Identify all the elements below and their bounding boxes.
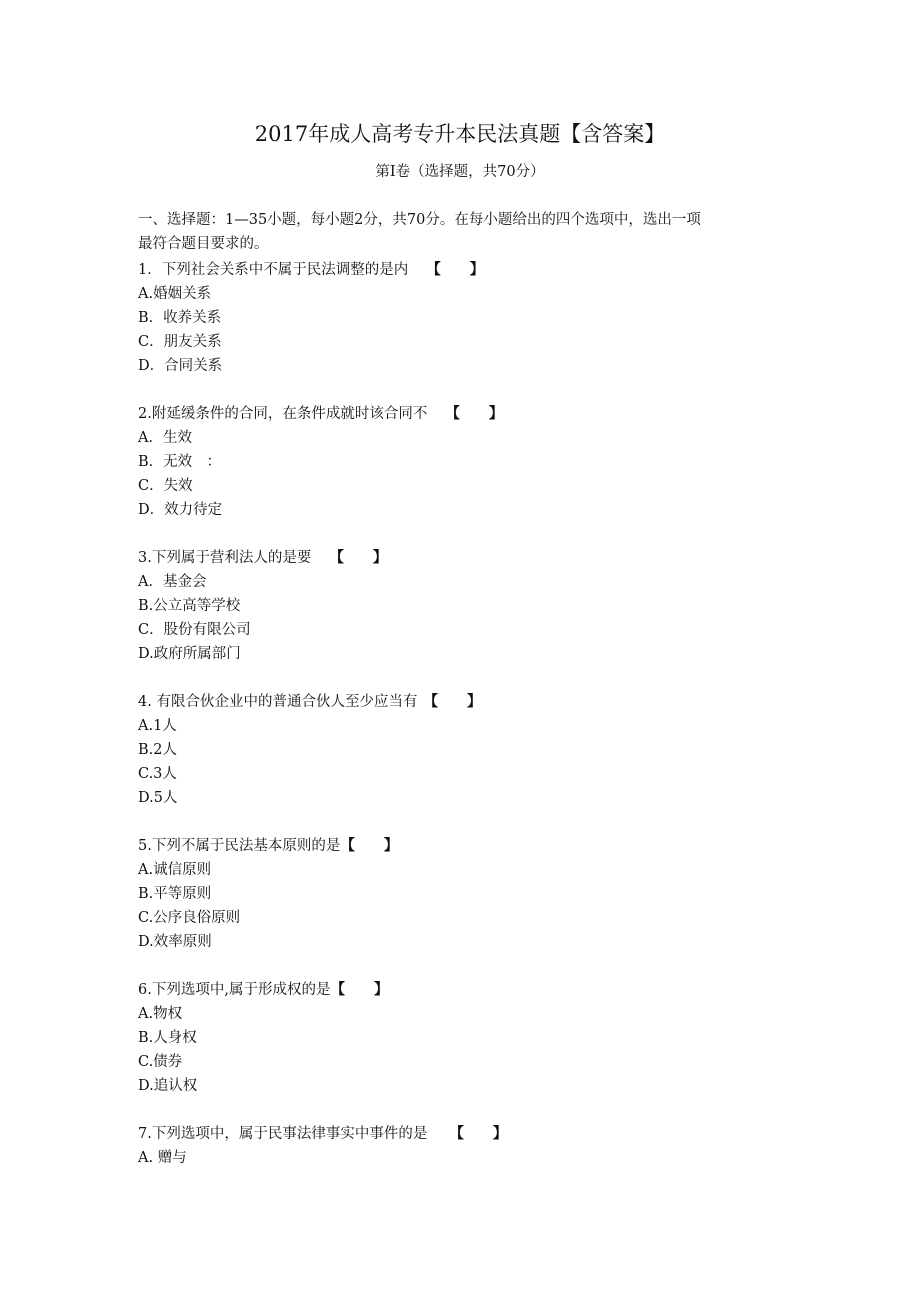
question-stem: 4. 有限合伙企业中的普通合伙人至少应当有 [138,694,418,710]
option-a: A．基金会 [138,574,207,590]
option-c: C.债券 [138,1054,183,1070]
question-stem: 5.下列不属于民法基本原则的是 [138,838,341,854]
answer-bracket: 【 】 [340,837,399,854]
option-a: A.诚信原则 [138,862,212,878]
option-c: C．失效 [138,478,193,494]
question-stem-line [138,690,788,714]
answer-bracket: 【 】 [330,981,389,998]
answer-bracket: 【 】 [423,693,482,710]
question-stem: 2.附延缓条件的合同，在条件成就时该合同不 [138,406,428,422]
option-d: D.政府所属部门 [138,646,241,662]
option-a: A.1人 [138,718,177,734]
question-stem-line [138,402,788,426]
option-b: B.2人 [138,742,177,758]
instructions-line-2: 最符合题目要求的。 [138,236,269,252]
question-4 [138,690,788,810]
question-2 [138,402,788,522]
option-b: B.公立高等学校 [138,598,241,614]
answer-bracket: 【 】 [445,405,504,422]
option-a: A．生效 [138,430,192,446]
option-b: B．无效 ： [138,454,222,470]
option-d: D.效率原则 [138,934,212,950]
option-c: C.3人 [138,766,177,782]
option-d: D．合同关系 [138,358,223,374]
document-subtitle: 第Ⅰ卷（选择题，共70分） [375,164,545,180]
instructions-line-1: 一、选择题：1—35小题，每小题2分，共70分。在每小题给出的四个选项中，选出一项 [138,212,701,228]
question-stem: 1．下列社会关系中不属于民法调整的是内 [138,262,409,278]
option-d: D.追认权 [138,1078,198,1094]
option-a: A. 赠与 [138,1150,187,1166]
option-c: C．朋友关系 [138,334,222,350]
question-stem: 7.下列选项中，属于民事法律事实中事件的是 [138,1126,428,1142]
section-instructions [138,208,788,256]
question-stem-line [138,546,788,570]
question-5 [138,834,788,954]
question-7 [138,1122,788,1170]
option-b: B.平等原则 [138,886,212,902]
question-list [138,258,788,1170]
question-stem-line [138,258,788,282]
option-c: C．股份有限公司 [138,622,251,638]
answer-bracket: 【 】 [329,549,388,566]
document-body [138,208,788,1194]
option-a: A.物权 [138,1006,183,1022]
option-b: B.人身权 [138,1030,197,1046]
question-3 [138,546,788,666]
question-1 [138,258,788,378]
document-title: 2017年成人高考专升本民法真题【含答案】 [254,122,666,146]
question-6 [138,978,788,1098]
option-d: D．效力待定 [138,502,223,518]
option-b: B．收养关系 [138,310,222,326]
answer-bracket: 【 】 [426,261,485,278]
question-stem-line [138,834,788,858]
question-stem-line [138,1122,788,1146]
option-d: D.5人 [138,790,178,806]
option-c: C.公序良俗原则 [138,910,241,926]
question-stem-line [138,978,788,1002]
question-stem: 3.下列属于营利法人的是要 [138,550,312,566]
answer-bracket: 【 】 [449,1125,508,1142]
option-a: A.婚姻关系 [138,286,212,302]
question-stem: 6.下列选项中,属于形成权的是 [138,982,331,998]
